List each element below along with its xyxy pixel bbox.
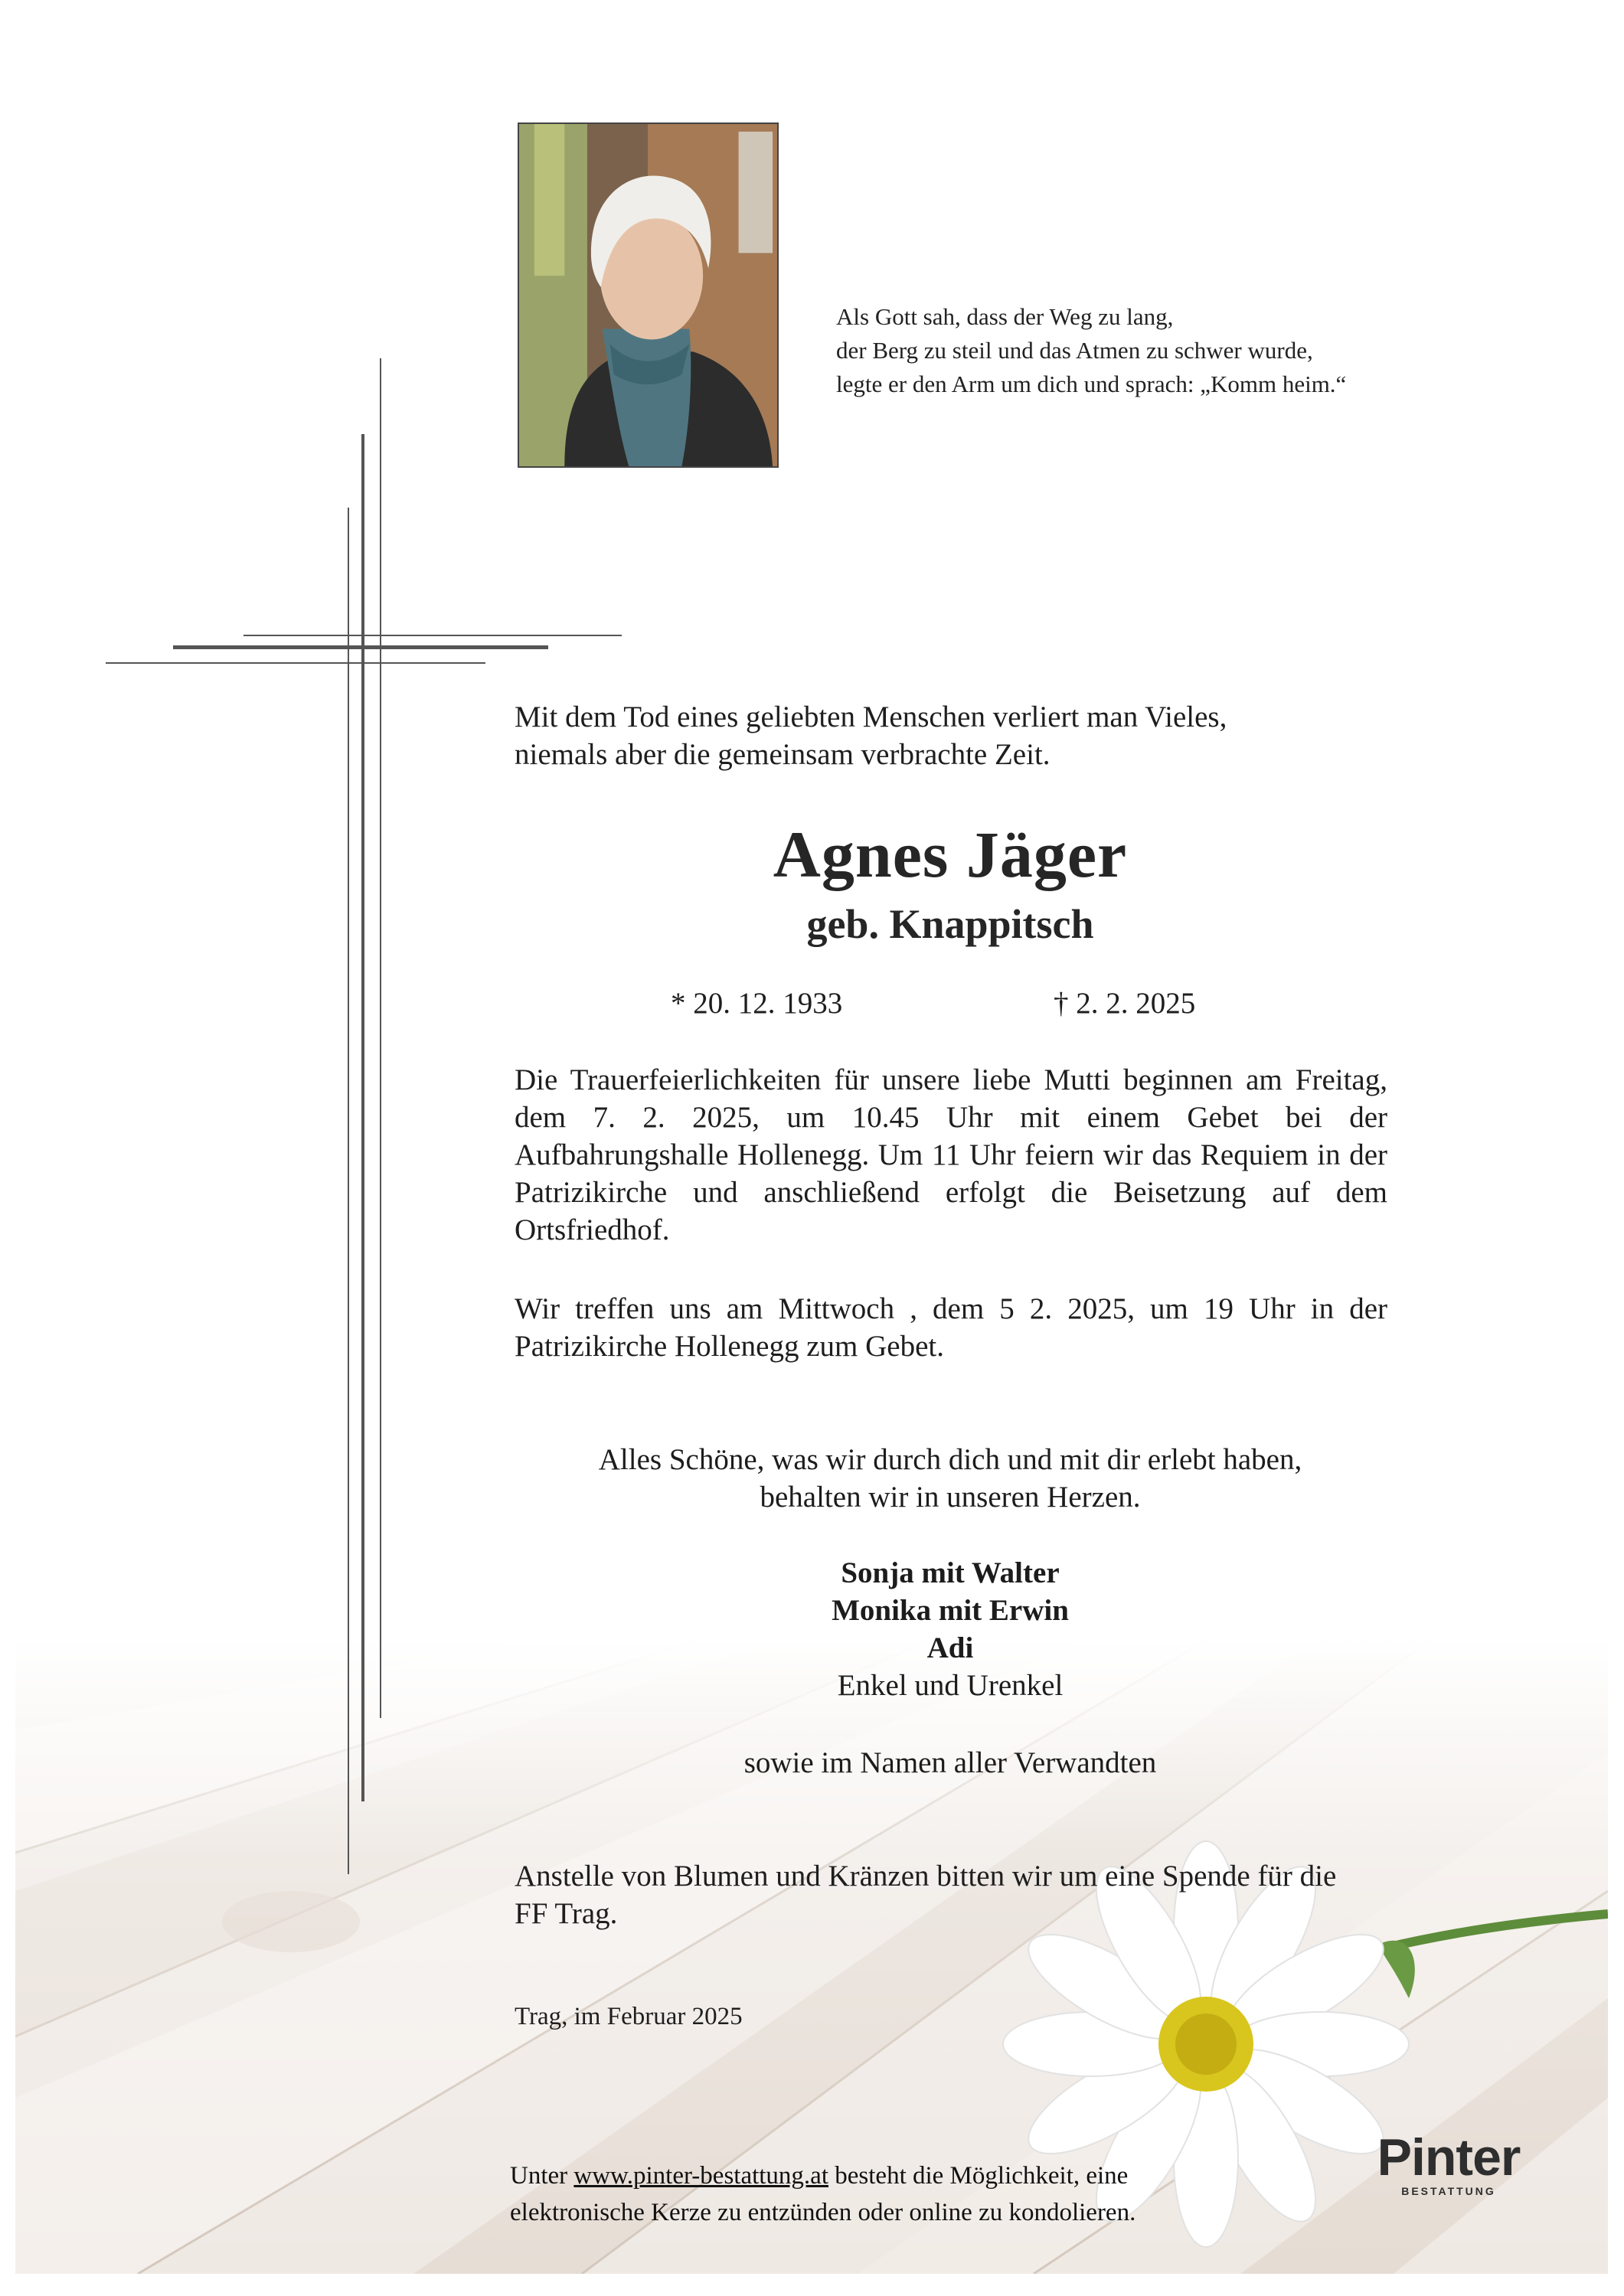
relatives-line: sowie im Namen aller Verwandten [743,1746,1157,1779]
footer-note [510,2157,1276,2231]
farewell-line: behalten wir in unseren Herzen. [760,1481,1141,1514]
intro-text [515,698,1395,773]
donation-text [515,1857,1433,1932]
pinter-logo [1357,2130,1541,2197]
quote-line: Als Gott sah, dass der Weg zu lang, [836,303,1174,330]
mourner-name: Sonja mit Walter [841,1556,1060,1589]
quote-line: legte er den Arm um dich und sprach: „Komm heim.“ [836,371,1347,397]
quote-block [836,300,1418,401]
farewell-text [513,1441,1387,1516]
prayer-paragraph: Wir treffen uns am Mittwoch , dem 5 2. 2025, um 19 Uhr in der Patrizikirche Hollenegg zum Gebet. [515,1292,1387,1363]
ceremony-paragraph: Die Trauerfeierlichkeiten für unsere liebe Mutti beginnen am Freitag, dem 7. 2. 2025, um 10.45 Uhr mit einem Gebet bei der Aufbahrungshalle Hollenegg. Um 11 Uhr feiern wir das Requiem in der Patrizikirche und anschließend erfolgt die Beisetzung auf dem Ortsfriedhof. [515,1063,1387,1246]
donation-line: Anstelle von Blumen und Kränzen bitten wir um eine Spende für die [515,1860,1337,1893]
cross-vertical-line-1 [380,358,381,1718]
mourners-list [513,1554,1387,1704]
place-date: Trag, im Februar 2025 [515,2003,743,2030]
mourner-grandchildren: Enkel und Urenkel [837,1669,1064,1702]
footer-suffix: besteht die Möglichkeit, eine [828,2162,1129,2190]
cross-vertical-line-3 [348,508,349,1874]
cross-vertical-line-2 [361,434,364,1801]
cross-horizontal-line-3 [106,662,485,664]
footer-line-2: elektronische Kerze zu entzünden oder online zu kondolieren. [510,2199,1136,2226]
portrait-photo [518,122,779,468]
cross-horizontal-line-2 [173,645,548,649]
mourner-name: Adi [926,1631,974,1664]
intro-line: niemals aber die gemeinsam verbrachte Zeit. [515,738,1051,771]
donation-line: FF Trag. [515,1897,618,1930]
maiden-name: geb. Knappitsch [806,901,1094,947]
deceased-name: Agnes Jäger [773,818,1128,891]
website-link[interactable]: www.pinter-bestattung.at [573,2162,829,2190]
footer-prefix: Unter [510,2162,574,2190]
cross-horizontal-line-1 [243,635,622,636]
birth-date: * 20. 12. 1933 [671,987,843,1020]
farewell-line: Alles Schöne, was wir durch dich und mit dir erlebt haben, [598,1443,1302,1476]
footer-line-1 [510,2157,1276,2194]
intro-line: Mit dem Tod eines geliebten Menschen verliert man Vieles, [515,701,1227,733]
logo-subtitle: BESTATTUNG [1401,2185,1496,2197]
mourner-name: Monika mit Erwin [832,1594,1069,1627]
logo-name: Pinter [1377,2128,1521,2187]
death-date: † 2. 2. 2025 [1054,987,1196,1020]
quote-line: der Berg zu steil und das Atmen zu schwer wurde, [836,337,1313,364]
